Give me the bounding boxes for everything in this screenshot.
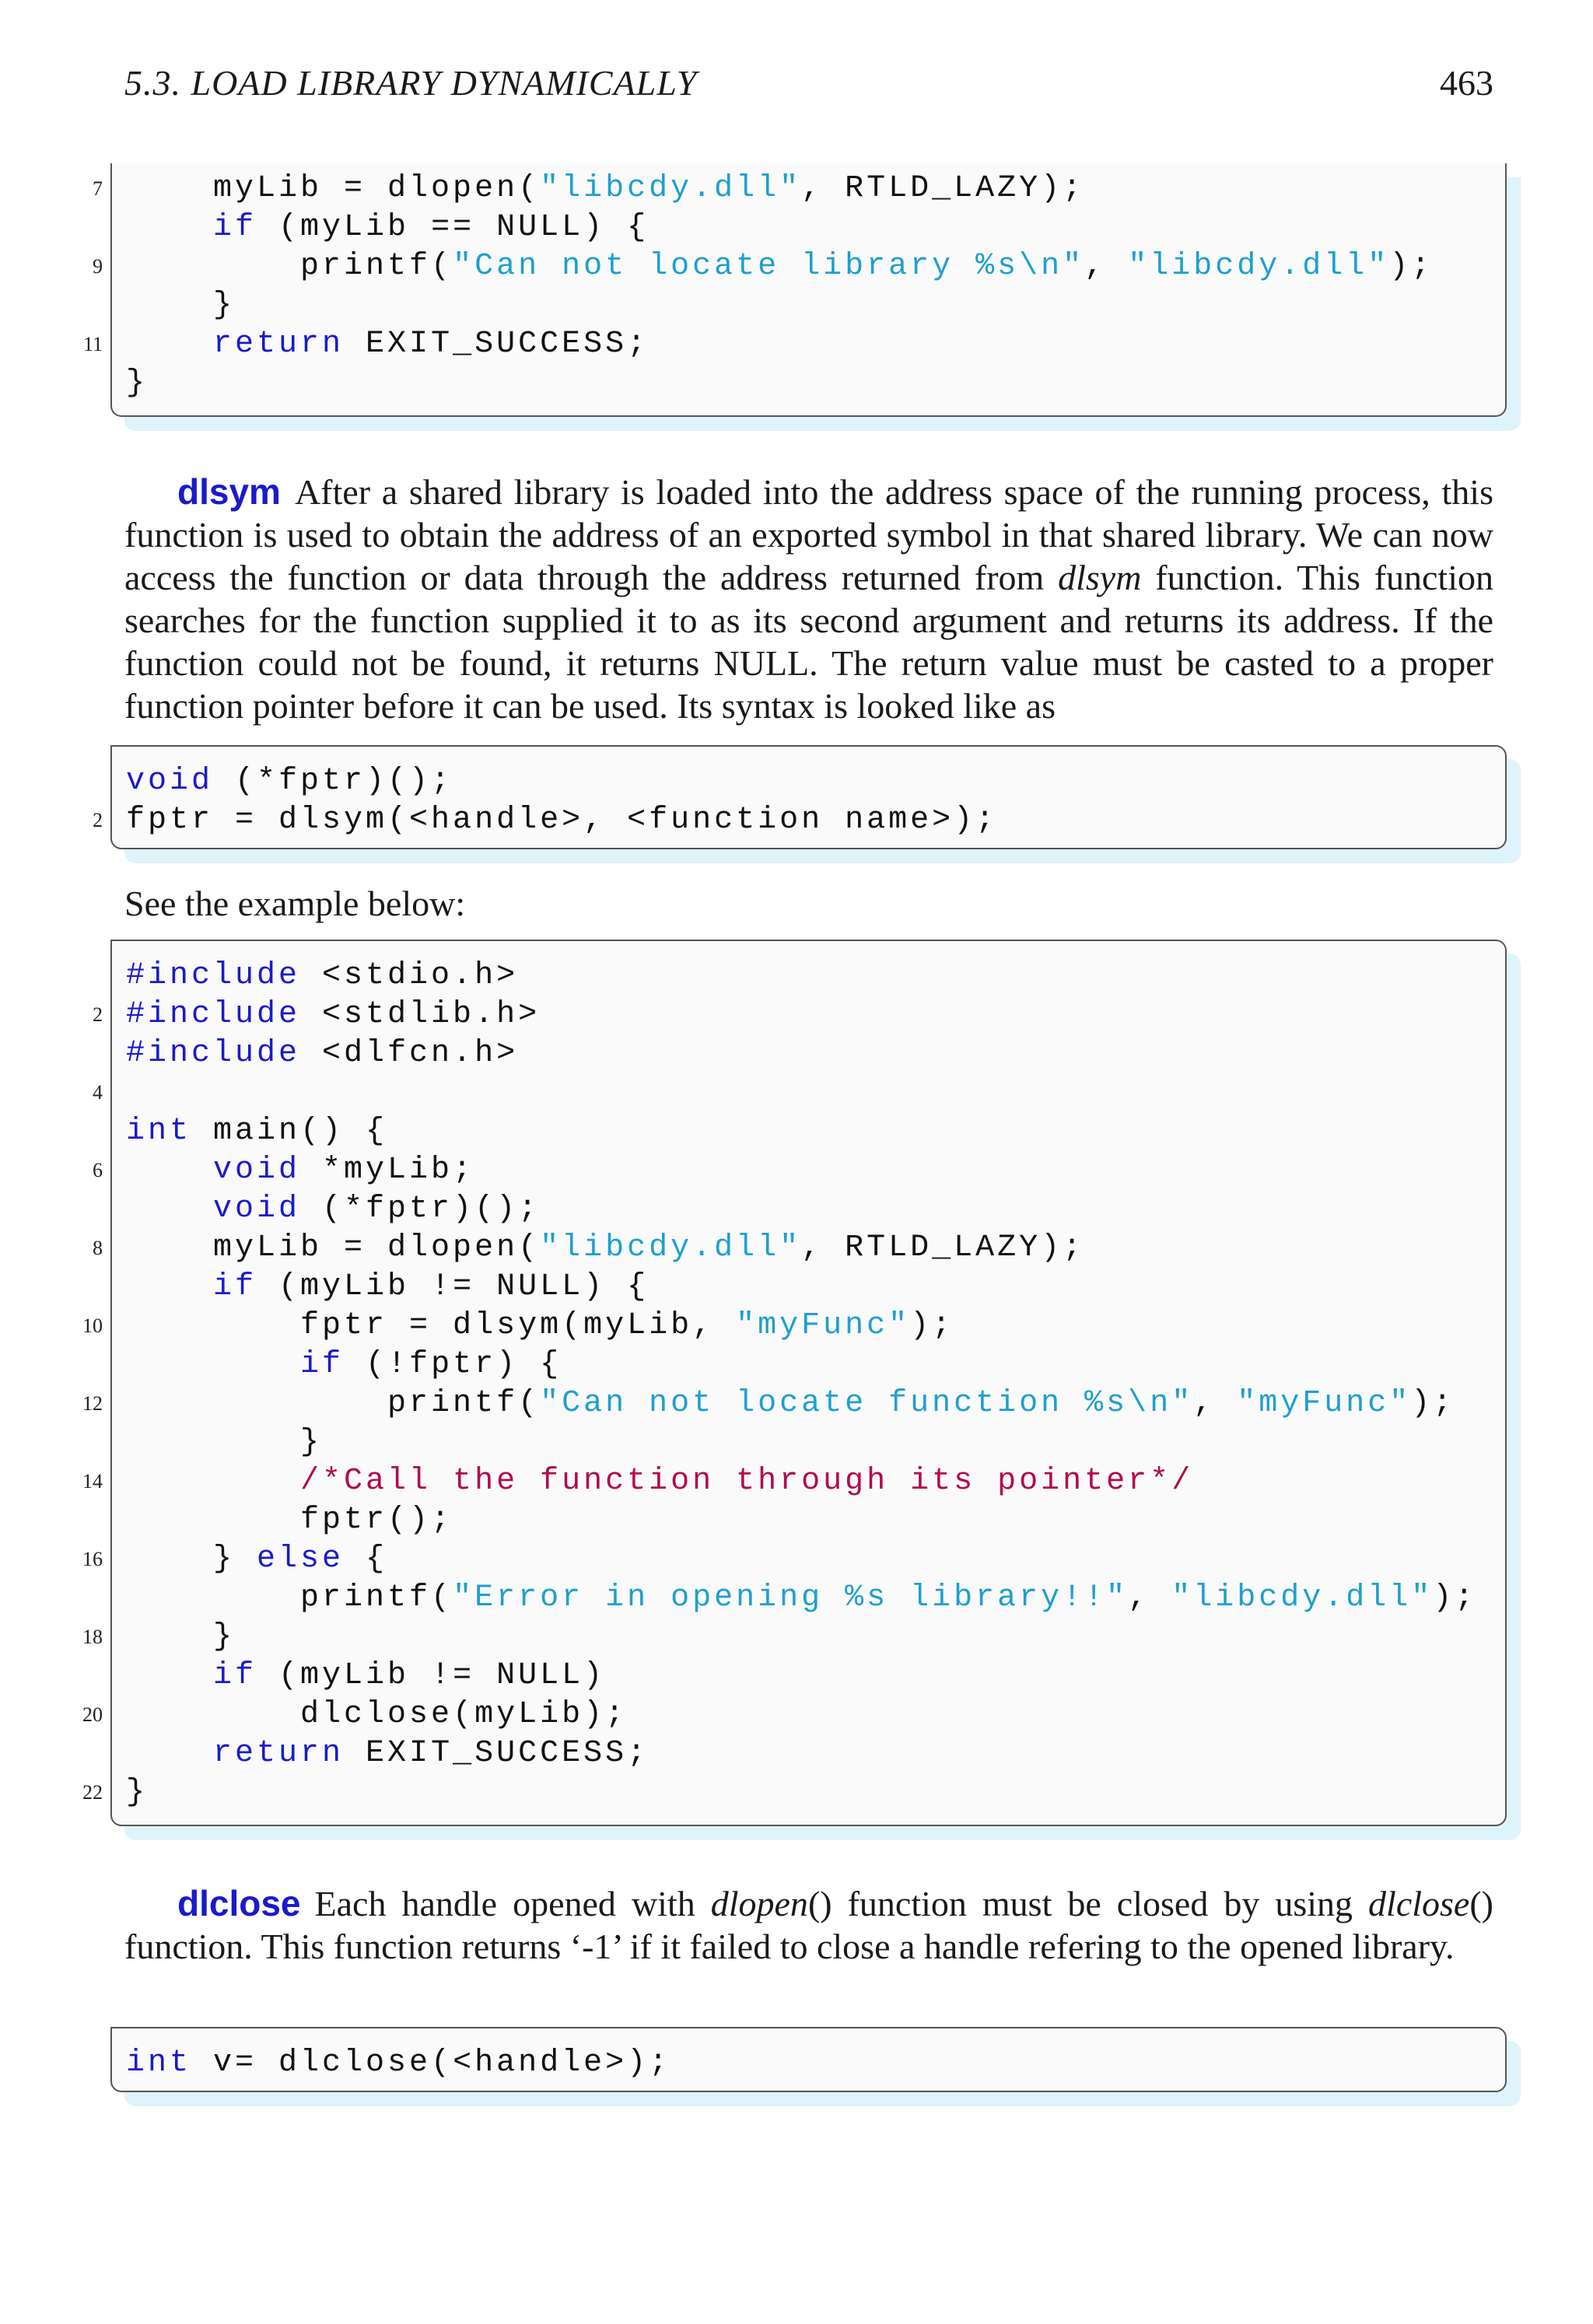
code-listing-example <box>82 940 1507 1826</box>
code-keyword: return <box>213 327 345 362</box>
dlclose-heading: dlclose <box>177 1883 301 1923</box>
line-number: 4 <box>93 1081 103 1104</box>
code-string: "Can not locate function %s\n" <box>540 1386 1194 1421</box>
code-token <box>126 1347 300 1382</box>
line-number: 9 <box>93 255 103 278</box>
dlclose-italic-2: dlclose <box>1368 1884 1470 1923</box>
dlclose-text-1: Each handle opened with <box>314 1884 711 1923</box>
code-text <box>126 1579 1476 1618</box>
code-token: , RTLD_LAZY); <box>801 171 1085 206</box>
code-text <box>126 2044 670 2083</box>
code-text <box>126 1462 1193 1501</box>
code-keyword: return <box>213 1736 345 1771</box>
line-number: 11 <box>82 333 103 355</box>
code-token: (myLib == NULL) { <box>257 210 649 245</box>
code-token: (!fptr) { <box>344 1347 562 1382</box>
code-keyword: if <box>213 1658 257 1693</box>
code-token: , <box>1084 249 1129 284</box>
code-text <box>126 762 453 801</box>
code-token: ); <box>1389 249 1434 284</box>
code-token: EXIT_SUCCESS; <box>344 327 649 362</box>
code-string: "libcdy.dll" <box>540 171 802 206</box>
code-token: ); <box>910 1308 954 1343</box>
code-token: fptr = dlsym(myLib, <box>126 1308 737 1343</box>
code-keyword: else <box>257 1542 345 1577</box>
code-token <box>126 327 213 362</box>
code-keyword: #include <box>126 997 301 1032</box>
code-string: "libcdy.dll" <box>540 1230 802 1265</box>
code-text <box>126 1151 474 1190</box>
dlsym-paragraph <box>124 471 1493 727</box>
code-text <box>126 364 148 403</box>
code-string: "myFunc" <box>736 1308 911 1343</box>
code-token: { <box>344 1542 388 1577</box>
code-token: main() { <box>191 1114 388 1149</box>
code-text <box>126 286 235 325</box>
code-token: printf( <box>126 249 453 284</box>
code-token: (*fptr)(); <box>300 1192 541 1227</box>
code-text <box>126 1190 540 1229</box>
code-keyword: if <box>213 1269 257 1304</box>
code-string: "libcdy.dll" <box>1171 1580 1434 1615</box>
line-number: 2 <box>93 1003 103 1026</box>
code-text <box>126 170 1084 208</box>
code-text <box>126 996 540 1034</box>
code-comment: /*Call the function through its pointer*/ <box>300 1464 1194 1499</box>
code-keyword: #include <box>126 1036 301 1071</box>
code-token: ); <box>1433 1580 1477 1615</box>
line-number: 18 <box>82 1626 103 1648</box>
running-head: 5.3. LOAD LIBRARY DYNAMICALLY <box>124 63 698 103</box>
code-text <box>126 1501 453 1540</box>
dlclose-text-3: () function. This function returns ‘-1’ if it failed to close a handle refering to the opened library. <box>124 1884 1493 1966</box>
line-number: 22 <box>82 1781 103 1804</box>
code-token: EXIT_SUCCESS; <box>344 1736 649 1771</box>
code-token: } <box>126 1425 323 1460</box>
dlclose-paragraph <box>124 1882 1493 1968</box>
code-token: *myLib; <box>300 1153 475 1188</box>
code-text <box>126 1112 387 1151</box>
code-token: (myLib != NULL) <box>257 1658 606 1693</box>
code-text <box>126 1773 148 1812</box>
code-token: myLib = dlopen( <box>126 171 541 206</box>
code-token: v= dlclose(<handle>); <box>191 2046 671 2081</box>
dlsym-text-1: After a shared library is loaded into the address space of the running process, this function is used to obtain the address of an exported symbol in that shared library. We can now access the function or data through the address returned from <box>124 472 1493 597</box>
code-text <box>126 1229 1084 1268</box>
code-token: , <box>1128 1580 1172 1615</box>
code-listing-continued <box>82 163 1507 417</box>
code-keyword: if <box>300 1347 345 1382</box>
code-string: "Error in opening %s library!!" <box>453 1580 1129 1615</box>
code-text <box>126 1734 649 1773</box>
line-number: 8 <box>93 1237 103 1259</box>
line-number: 6 <box>93 1159 103 1181</box>
code-token: } <box>126 366 149 401</box>
line-number: 14 <box>82 1470 103 1493</box>
code-token <box>126 1736 213 1771</box>
code-token: , <box>1193 1386 1238 1421</box>
code-token: } <box>126 1619 236 1654</box>
code-token: <dlfcn.h> <box>300 1036 519 1071</box>
code-string: "libcdy.dll" <box>1128 249 1390 284</box>
code-token <box>126 1192 213 1227</box>
code-token: myLib = dlopen( <box>126 1230 541 1265</box>
code-keyword: void <box>126 764 214 799</box>
line-number: 2 <box>93 809 103 831</box>
code-text <box>126 1346 562 1384</box>
dlclose-text-2: () function must be closed by using <box>807 1884 1369 1923</box>
code-token: (myLib != NULL) { <box>257 1269 649 1304</box>
code-text <box>126 247 1433 286</box>
dlsym-heading: dlsym <box>177 471 281 512</box>
code-text <box>126 1540 387 1579</box>
code-token: fptr = dlsym(<handle>, <function name>); <box>126 803 998 838</box>
see-example-text: See the example below: <box>124 884 466 923</box>
code-keyword: void <box>213 1192 301 1227</box>
code-listing-dlclose-syntax <box>110 2027 1507 2092</box>
line-number: 20 <box>82 1703 103 1726</box>
code-text <box>126 208 649 247</box>
code-text <box>126 801 997 840</box>
code-token: , RTLD_LAZY); <box>801 1230 1085 1265</box>
code-keyword: if <box>213 210 257 245</box>
code-token: ); <box>1411 1386 1455 1421</box>
code-listing-dlsym-syntax <box>93 745 1507 849</box>
code-text <box>126 325 649 364</box>
line-number: 16 <box>82 1548 103 1570</box>
code-text <box>126 1618 235 1657</box>
dlsym-text-2: function. This function searches for the function supplied it to as its second argument and returns its address. If the function could not be found, it returns NULL. The return value must be casted to a proper function pointer before it can be used. Its syntax is looked like as <box>124 558 1493 726</box>
code-token: <stdio.h> <box>300 958 519 993</box>
code-string: "myFunc" <box>1237 1386 1412 1421</box>
code-text <box>126 1696 627 1734</box>
code-token <box>126 1153 213 1188</box>
code-token: fptr(); <box>126 1503 453 1538</box>
dlsym-italic: dlsym <box>1058 558 1142 597</box>
code-token: } <box>126 1542 257 1577</box>
code-text <box>126 1307 954 1346</box>
code-token: <stdlib.h> <box>300 997 541 1032</box>
code-text <box>126 1384 1455 1423</box>
code-token: printf( <box>126 1386 541 1421</box>
code-token <box>126 210 213 245</box>
code-token <box>126 1269 213 1304</box>
code-text <box>126 1423 322 1462</box>
code-keyword: #include <box>126 958 301 993</box>
code-keyword: int <box>126 2046 192 2081</box>
code-keyword: void <box>213 1153 301 1188</box>
line-number: 10 <box>82 1314 103 1337</box>
code-text <box>126 1268 649 1307</box>
code-token: } <box>126 288 236 323</box>
code-token: } <box>126 1775 149 1810</box>
line-number: 7 <box>93 177 103 200</box>
code-token <box>126 1464 300 1499</box>
page-number: 463 <box>1440 63 1493 103</box>
code-text <box>126 957 518 996</box>
dlclose-italic-1: dlopen <box>710 1884 808 1923</box>
code-keyword: int <box>126 1114 192 1149</box>
code-token: dlclose(myLib); <box>126 1697 628 1732</box>
code-token: (*fptr)(); <box>213 764 453 799</box>
code-string: "Can not locate library %s\n" <box>453 249 1085 284</box>
line-number: 12 <box>82 1392 103 1415</box>
code-token <box>126 1658 213 1693</box>
code-text <box>126 1657 605 1696</box>
code-token: printf( <box>126 1580 453 1615</box>
code-text <box>126 1034 518 1073</box>
